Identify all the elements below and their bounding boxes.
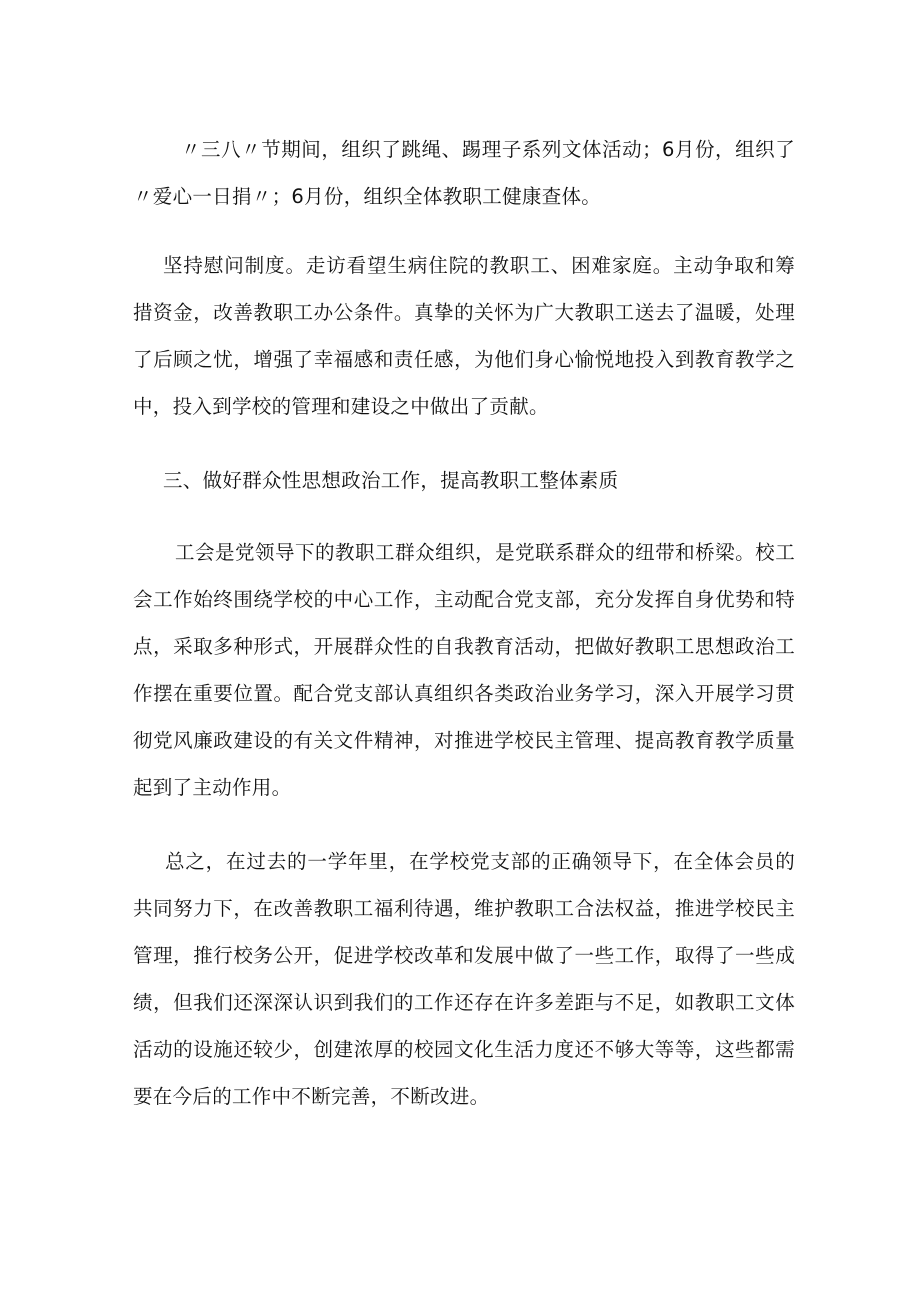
paragraph-condolence-system: 坚持慰问制度。走访看望生病住院的教职工、困难家庭。主动争取和筹措资金，改善教职工办公条件。真挚的关怀为广大教职工送去了温暖，处理了后顾之忧，增强了幸福感和责任感，为他们身心愉悦地投入到教育教学之中，投入到学校的管理和建设之中做出了贡献。 xyxy=(133,254,795,418)
section-heading-3: 三、做好群众性思想政治工作，提高教职工整体素质 xyxy=(163,469,619,492)
paragraph-union-work: 工会是党领导下的教职工群众组织，是党联系群众的纽带和桥梁。校工会工作始终围绕学校的中心工作，主动配合党支部，充分发挥自身优势和特点，采取多种形式，开展群众性的自我教育活动，把做好教职工思想政治工作摆在重要位置。配合党支部认真组织各类政治业务学习，深入开展学习贯彻党风廉政建设的有关文件精神，对推进学校民主管理、提高教育教学质量起到了主动作用。 xyxy=(133,541,795,799)
paragraph-summary: 总之，在过去的一学年里，在学校党支部的正确领导下，在全体会员的共同努力下，在改善教职工福利待遇，维护教职工合法权益，推进学校民主管理，推行校务公开，促进学校改革和发展中做了一些工作，取得了一些成绩，但我们还深深认识到我们的工作还存在许多差距与不足，如教职工文体活动的设施还较少，创建浓厚的校园文化生活力度还不够大等等，这些都需要在今后的工作中不断完善，不断改进。 xyxy=(133,850,795,1108)
paragraph-activities: 〃三八〃节期间，组织了跳绳、踢理子系列文体活动；6月份，组织了〃爱心一日捐〃；6月份，组织全体教职工健康查体。 xyxy=(133,138,795,208)
